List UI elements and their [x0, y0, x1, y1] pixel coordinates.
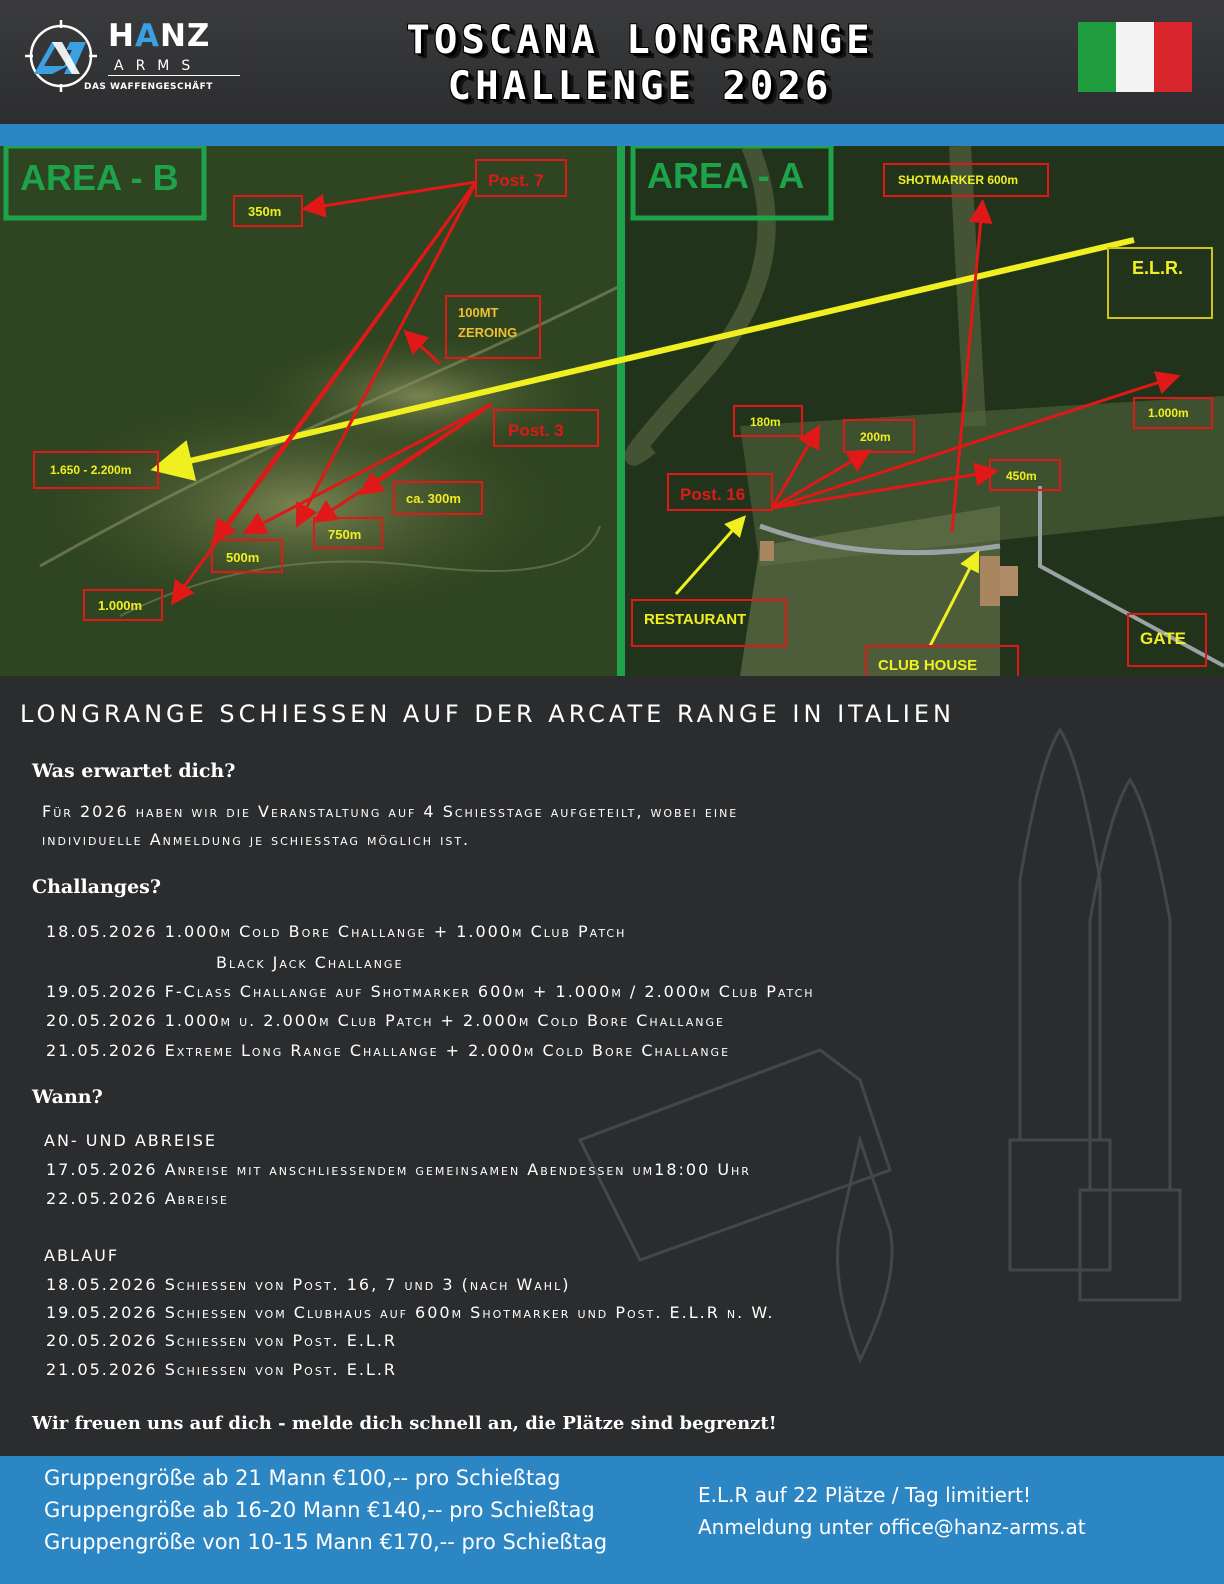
label-restaurant: RESTAURANT — [644, 611, 747, 628]
label-500m: 500m — [226, 550, 260, 565]
logo-brand-name: HANZ — [108, 18, 211, 54]
question-when: Wann? — [32, 1086, 103, 1108]
question-what-to-expect: Was erwartet dich? — [32, 760, 236, 782]
challenge-item-1-sub: Black Jack Challange — [216, 953, 404, 972]
label-1000m-a: 1.000m — [1148, 406, 1189, 420]
price-group-16-20: Gruppengröße ab 16-20 Mann €140,-- pro Schießtag — [44, 1498, 595, 1522]
challenge-item-3: 20.05.2026 1.000m u. 2.000m Club Patch + 2.000m Cold Bore Challange — [46, 1011, 725, 1030]
closing-note: Wir freuen uns auf dich - melde dich schnell an, die Plätze sind begrenzt! — [32, 1413, 777, 1434]
logo-divider — [108, 75, 240, 76]
area-a-title: AREA - A — [647, 155, 805, 196]
label-post-16: Post. 16 — [680, 485, 746, 504]
pricing-footer — [0, 1456, 1224, 1584]
building — [760, 541, 774, 561]
building — [1000, 566, 1018, 596]
schedule-item-3: 20.05.2026 Schiessen von Post. E.L.R — [46, 1331, 398, 1350]
section-heading: LONGRANGE SCHIESSEN AUF DER ARCATE RANGE IN ITALIEN — [20, 700, 955, 728]
arrival-item-2: 22.05.2026 Abreise — [46, 1189, 229, 1208]
logo-tagline: DAS WAFFENGESCHÄFT — [84, 82, 213, 92]
flag-stripe-white — [1116, 22, 1154, 92]
hanz-arms-logo — [22, 16, 242, 100]
schedule-item-2: 19.05.2026 Schiessen vom Clubhaus auf 600m Shotmarker und Post. E.L.R n. W. — [46, 1303, 775, 1322]
question-challenges: Challanges? — [32, 876, 162, 898]
range-map — [0, 146, 1224, 676]
price-group-10-15: Gruppengröße von 10-15 Mann €170,-- pro Schießtag — [44, 1530, 608, 1554]
schedule-item-1: 18.05.2026 Schiessen von Post. 16, 7 und 3 (nach Wahl) — [46, 1275, 571, 1294]
label-1000m-b: 1.000m — [98, 598, 143, 613]
label-200m: 200m — [860, 430, 891, 444]
label-club-house: CLUB HOUSE — [878, 657, 978, 674]
label-elr: E.L.R. — [1132, 258, 1184, 278]
schedule-heading: ABLAUF — [44, 1246, 120, 1265]
label-zeroing: ZEROING — [458, 325, 518, 340]
header-accent-bar — [0, 124, 1224, 146]
label-ca-300m: ca. 300m — [406, 491, 461, 506]
italian-flag-icon — [1078, 22, 1192, 92]
label-post-3: Post. 3 — [508, 421, 564, 440]
challenge-item-1: 18.05.2026 1.000m Cold Bore Challange + 1.000m Club Patch — [46, 922, 627, 941]
elr-limit-note: E.L.R auf 22 Plätze / Tag limitiert! — [698, 1483, 1032, 1507]
signup-contact: Anmeldung unter office@hanz-arms.at — [698, 1515, 1086, 1539]
label-post-7: Post. 7 — [488, 171, 544, 190]
arrival-heading: AN- UND ABREISE — [44, 1131, 217, 1150]
label-100mt: 100MT — [458, 305, 499, 320]
label-shotmarker: SHOTMARKER 600m — [898, 173, 1019, 187]
flag-stripe-red — [1154, 22, 1192, 92]
label-180m: 180m — [750, 415, 781, 429]
label-1650-2200m: 1.650 - 2.200m — [50, 463, 132, 477]
label-gate: GATE — [1140, 629, 1186, 648]
flag-stripe-green — [1078, 22, 1116, 92]
title-line-2: CHALLENGE 2026 — [447, 64, 833, 109]
area-divider — [617, 146, 625, 676]
page-title — [300, 18, 980, 110]
title-line-1: TOSCANA LONGRANGE — [406, 18, 874, 63]
label-750m: 750m — [328, 527, 362, 542]
intro-line-2: individuelle Anmeldung je schiesstag möglich ist. — [42, 830, 471, 849]
label-350m: 350m — [248, 204, 282, 219]
schedule-item-4: 21.05.2026 Schiessen von Post. E.L.R — [46, 1360, 398, 1379]
field-strip — [960, 146, 975, 426]
building — [980, 556, 1000, 606]
logo-sub: ARMS — [114, 58, 203, 74]
arrival-item-1: 17.05.2026 Anreise mit anschliessendem gemeinsamen Abendessen um18:00 Uhr — [46, 1160, 751, 1179]
price-group-21: Gruppengröße ab 21 Mann €100,-- pro Schießtag — [44, 1466, 561, 1490]
intro-line-1: Für 2026 haben wir die Veranstaltung auf 4 Schiesstage aufgeteilt, wobei eine — [42, 802, 739, 821]
challenge-item-4: 21.05.2026 Extreme Long Range Challange + 2.000m Cold Bore Challange — [46, 1041, 731, 1060]
challenge-item-2: 19.05.2026 F-Class Challange auf Shotmarker 600m + 1.000m / 2.000m Club Patch — [46, 982, 815, 1001]
area-b-title: AREA - B — [20, 157, 179, 198]
label-450m: 450m — [1006, 469, 1037, 483]
